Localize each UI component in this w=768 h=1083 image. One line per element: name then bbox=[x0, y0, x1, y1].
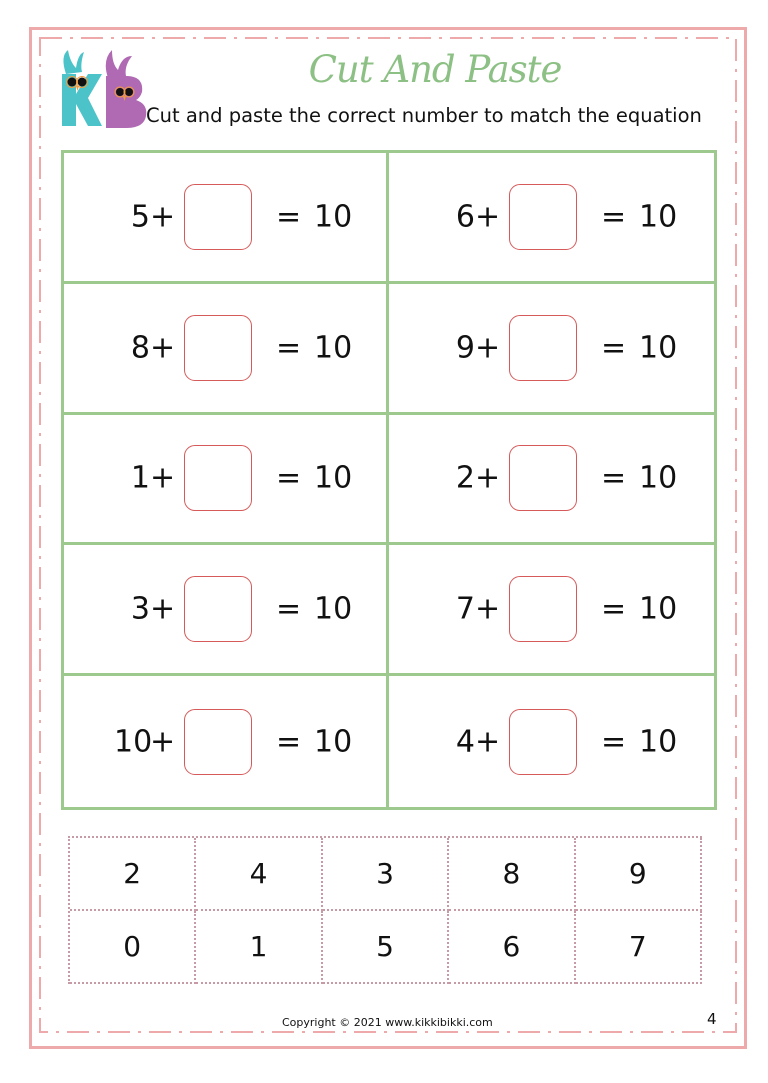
answer-box[interactable] bbox=[184, 576, 252, 642]
equals-sign: = bbox=[601, 330, 627, 366]
page-number: 4 bbox=[707, 1010, 717, 1028]
equals-sign: = bbox=[601, 460, 627, 496]
cutout-number[interactable]: 4 bbox=[196, 838, 322, 911]
equation-cell bbox=[389, 676, 714, 807]
equals-sign: = bbox=[276, 460, 302, 496]
equation-cell bbox=[64, 545, 389, 676]
answer-box[interactable] bbox=[509, 445, 577, 511]
sum: 10 bbox=[314, 330, 353, 366]
sum: 10 bbox=[639, 460, 678, 496]
cutout-number[interactable]: 7 bbox=[576, 911, 702, 984]
equals-sign: = bbox=[601, 724, 627, 760]
sum: 10 bbox=[314, 591, 353, 627]
plus-sign: + bbox=[150, 199, 176, 235]
answer-box[interactable] bbox=[184, 709, 252, 775]
cutout-number[interactable]: 6 bbox=[449, 911, 575, 984]
equals-sign: = bbox=[276, 199, 302, 235]
addend: 9 bbox=[455, 330, 475, 366]
plus-sign: + bbox=[150, 724, 176, 760]
cutout-number[interactable]: 0 bbox=[70, 911, 196, 984]
cutout-number[interactable]: 3 bbox=[323, 838, 449, 911]
plus-sign: + bbox=[150, 591, 176, 627]
equation-grid bbox=[61, 150, 717, 810]
equation-cell bbox=[389, 415, 714, 546]
sum: 10 bbox=[639, 330, 678, 366]
answer-box[interactable] bbox=[184, 315, 252, 381]
plus-sign: + bbox=[150, 460, 176, 496]
equation-cell bbox=[389, 284, 714, 415]
answer-box[interactable] bbox=[509, 184, 577, 250]
plus-sign: + bbox=[475, 199, 501, 235]
answer-box[interactable] bbox=[509, 709, 577, 775]
sum: 10 bbox=[639, 199, 678, 235]
addend: 8 bbox=[130, 330, 150, 366]
sum: 10 bbox=[314, 724, 353, 760]
sum: 10 bbox=[639, 591, 678, 627]
cutout-number[interactable]: 5 bbox=[323, 911, 449, 984]
sum: 10 bbox=[314, 460, 353, 496]
plus-sign: + bbox=[475, 724, 501, 760]
answer-box[interactable] bbox=[184, 184, 252, 250]
addend: 1 bbox=[130, 460, 150, 496]
equation-cell bbox=[389, 153, 714, 284]
worksheet-title: Cut And Paste bbox=[308, 48, 562, 91]
equation-cell bbox=[64, 284, 389, 415]
equals-sign: = bbox=[276, 724, 302, 760]
kb-logo bbox=[52, 46, 152, 130]
addend: 6 bbox=[455, 199, 475, 235]
plus-sign: + bbox=[475, 460, 501, 496]
equation-cell bbox=[389, 545, 714, 676]
plus-sign: + bbox=[475, 591, 501, 627]
cutout-number[interactable]: 2 bbox=[70, 838, 196, 911]
equation-cell bbox=[64, 153, 389, 284]
cutout-number[interactable]: 1 bbox=[196, 911, 322, 984]
answer-box[interactable] bbox=[184, 445, 252, 511]
plus-sign: + bbox=[150, 330, 176, 366]
addend: 5 bbox=[130, 199, 150, 235]
plus-sign: + bbox=[475, 330, 501, 366]
cutout-number-grid bbox=[68, 836, 702, 984]
answer-box[interactable] bbox=[509, 576, 577, 642]
sum: 10 bbox=[314, 199, 353, 235]
sum: 10 bbox=[639, 724, 678, 760]
copyright-text: Copyright © 2021 www.kikkibikki.com bbox=[282, 1016, 493, 1029]
addend: 10 bbox=[114, 724, 153, 760]
equation-cell bbox=[64, 676, 389, 807]
answer-box[interactable] bbox=[509, 315, 577, 381]
addend: 7 bbox=[455, 591, 475, 627]
addend: 4 bbox=[455, 724, 475, 760]
addend: 2 bbox=[455, 460, 475, 496]
equals-sign: = bbox=[276, 591, 302, 627]
equals-sign: = bbox=[601, 591, 627, 627]
equals-sign: = bbox=[601, 199, 627, 235]
equals-sign: = bbox=[276, 330, 302, 366]
worksheet-instruction: Cut and paste the correct number to match the equation bbox=[146, 104, 702, 127]
cutout-number[interactable]: 9 bbox=[576, 838, 702, 911]
cutout-number[interactable]: 8 bbox=[449, 838, 575, 911]
equation-cell bbox=[64, 415, 389, 546]
addend: 3 bbox=[130, 591, 150, 627]
